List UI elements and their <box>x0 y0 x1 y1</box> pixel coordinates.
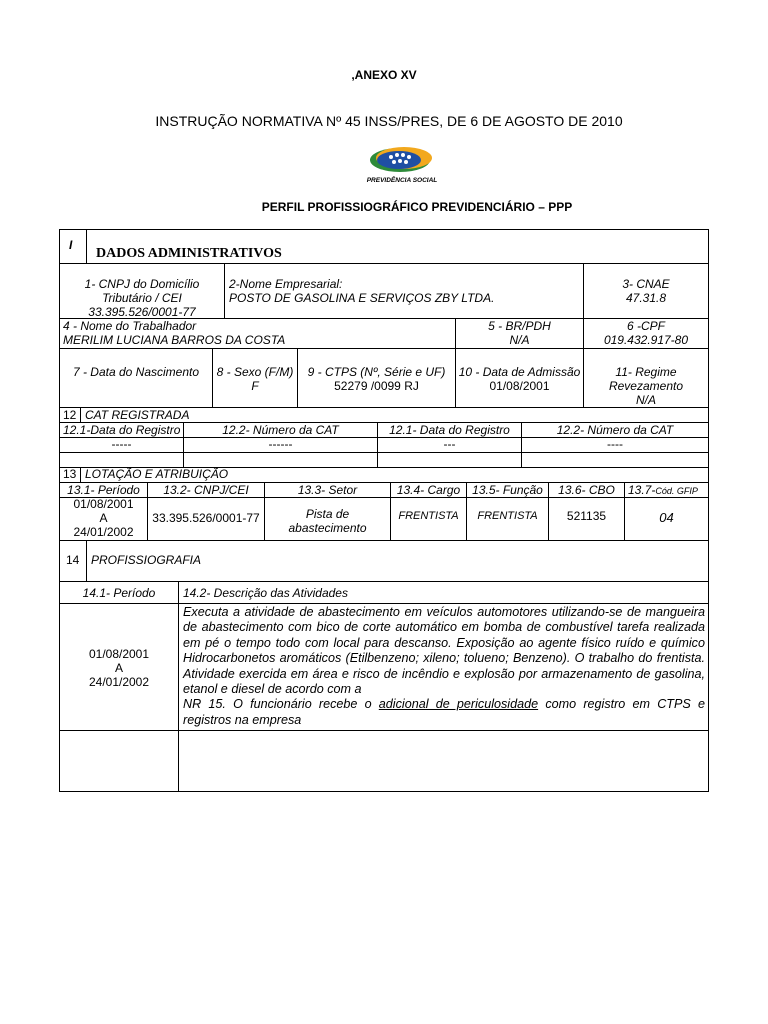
regime-label-1: 11- Regime <box>615 365 677 379</box>
cat-col-date-1: 12.1-Data do Registro <box>63 423 181 437</box>
lot-col-cbo: 13.6- CBO <box>558 483 615 497</box>
section-1-number: I <box>69 238 73 252</box>
lot-setor-1: Pista de <box>305 507 350 521</box>
lot-cbo: 521135 <box>566 509 607 523</box>
sex-label: 8 - Sexo (F/M) <box>216 365 294 379</box>
brpdh-label: 5 - BR/PDH <box>488 319 551 333</box>
admission-value: 01/08/2001 <box>489 379 550 393</box>
lot-col-gfip <box>628 483 698 498</box>
activity-description <box>183 605 705 728</box>
prof-col-periodo: 14.1- Período <box>82 586 156 600</box>
cat-col-number-2: 12.2- Número da CAT <box>556 423 674 437</box>
section-14-number: 14 <box>66 553 80 567</box>
prof-periodo-sep: A <box>114 661 123 675</box>
lot-col-periodo: 13.1- Período <box>67 483 140 497</box>
lot-col-gfip-number: 13.7- <box>628 483 656 497</box>
ctps-label: 9 - CTPS (Nº, Série e UF) <box>307 365 446 379</box>
company-value: POSTO DE GASOLINA E SERVIÇOS ZBY LTDA. <box>229 291 495 305</box>
cat-val-2: ------ <box>268 437 293 451</box>
section-13-title: LOTAÇÃO E ATRIBUIÇÃO <box>85 467 229 481</box>
form-title: PERFIL PROFISSIOGRÁFICO PREVIDENCIÁRIO – PPP <box>261 200 573 214</box>
normative-title: INSTRUÇÃO NORMATIVA Nº 45 INSS/PRES, DE 6 DE AGOSTO DE 2010 <box>155 113 623 129</box>
lot-funcao: FRENTISTA <box>477 510 538 522</box>
lot-periodo-end: 24/01/2002 <box>73 525 134 539</box>
section-13-number: 13 <box>63 467 77 481</box>
sex-value: F <box>251 379 259 393</box>
lot-col-cargo: 13.4- Cargo <box>396 483 461 497</box>
ctps-value: 52279 /0099 RJ <box>334 379 419 393</box>
lot-col-setor: 13.3- Setor <box>297 483 358 497</box>
birth-label: 7 - Data do Nascimento <box>72 365 200 379</box>
section-14-title: PROFISSIOGRAFIA <box>91 553 202 567</box>
regime-label-2: Revezamento <box>608 379 684 393</box>
cat-col-date-2: 12.1- Data do Registro <box>389 423 510 437</box>
prof-periodo-start: 01/08/2001 <box>88 647 150 661</box>
cnpj-label-2: Tributário / CEI <box>102 291 182 305</box>
worker-value: MERILIM LUCIANA BARROS DA COSTA <box>63 333 286 347</box>
regime-value: N/A <box>635 393 656 407</box>
lot-col-cnpj: 13.2- CNPJ/CEI <box>163 483 249 497</box>
activity-description-main: Executa a atividade de abastecimento em veículos automotores utilizando-se de mangueira de abastecimento com bico de corte automático em bomba de combustível tarefa realizada em pé o tempo todo com local para descanso. Exposição ao agente físico ruído e químico Hidrocarbonetos aromáticos (Etilbenzeno; xileno; tolueno; Benzeno). O trabalho do frentista. Atividade exercida em área e risco de incêndio e explosão por armazenamento de gasolina, etanol e diesel de acordo com a <box>183 605 705 697</box>
lot-cnpj: 33.395.526/0001-77 <box>152 511 260 525</box>
activity-description-end: como registro em CTPS e registros na empresa <box>183 697 705 727</box>
lot-setor-2: abastecimento <box>288 521 367 535</box>
cpf-value: 019.432.917-80 <box>603 333 689 347</box>
annex-title: ,ANEXO XV <box>351 68 417 82</box>
cnae-value: 47.31.8 <box>625 291 667 305</box>
worker-label: 4 - Nome do Trabalhador <box>63 319 197 333</box>
cat-val-4: ---- <box>607 437 623 451</box>
section-12-number: 12 <box>63 408 77 422</box>
prof-col-desc: 14.2- Descrição das Atividades <box>183 586 348 600</box>
cat-val-1: ----- <box>111 437 132 451</box>
section-1-title: DADOS ADMINISTRATIVOS <box>96 246 282 261</box>
cnae-label: 3- CNAE <box>622 277 670 291</box>
cpf-label: 6 -CPF <box>626 319 665 333</box>
activity-description-nr15: NR 15. O funcionário recebe o <box>183 697 379 712</box>
logo-text: PREVIDÊNCIA SOCIAL <box>366 177 438 184</box>
lot-periodo-sep: A <box>99 511 108 525</box>
cnpj-label-1: 1- CNPJ do Domicílio <box>84 277 200 291</box>
cat-col-number-1: 12.2- Número da CAT <box>222 423 339 437</box>
lot-col-gfip-label: Cód. GFIP <box>655 486 698 496</box>
section-12-title: CAT REGISTRADA <box>85 408 190 422</box>
admission-label: 10 - Data de Admissão <box>458 365 581 379</box>
hazard-pay-text: adicional de periculosidade <box>378 697 539 712</box>
company-label: 2-Nome Empresarial: <box>229 277 343 291</box>
lot-cargo: FRENTISTA <box>398 510 459 522</box>
lot-col-funcao: 13.5- Função <box>472 483 543 497</box>
lot-gfip: 04 <box>659 510 674 525</box>
cat-val-3: --- <box>443 437 456 451</box>
cnpj-value: 33.395.526/0001-77 <box>88 305 196 319</box>
lot-periodo-start: 01/08/2001 <box>73 497 134 511</box>
previdencia-logo <box>355 142 449 188</box>
prof-periodo-end: 24/01/2002 <box>88 675 150 689</box>
brpdh-value: N/A <box>509 333 530 347</box>
